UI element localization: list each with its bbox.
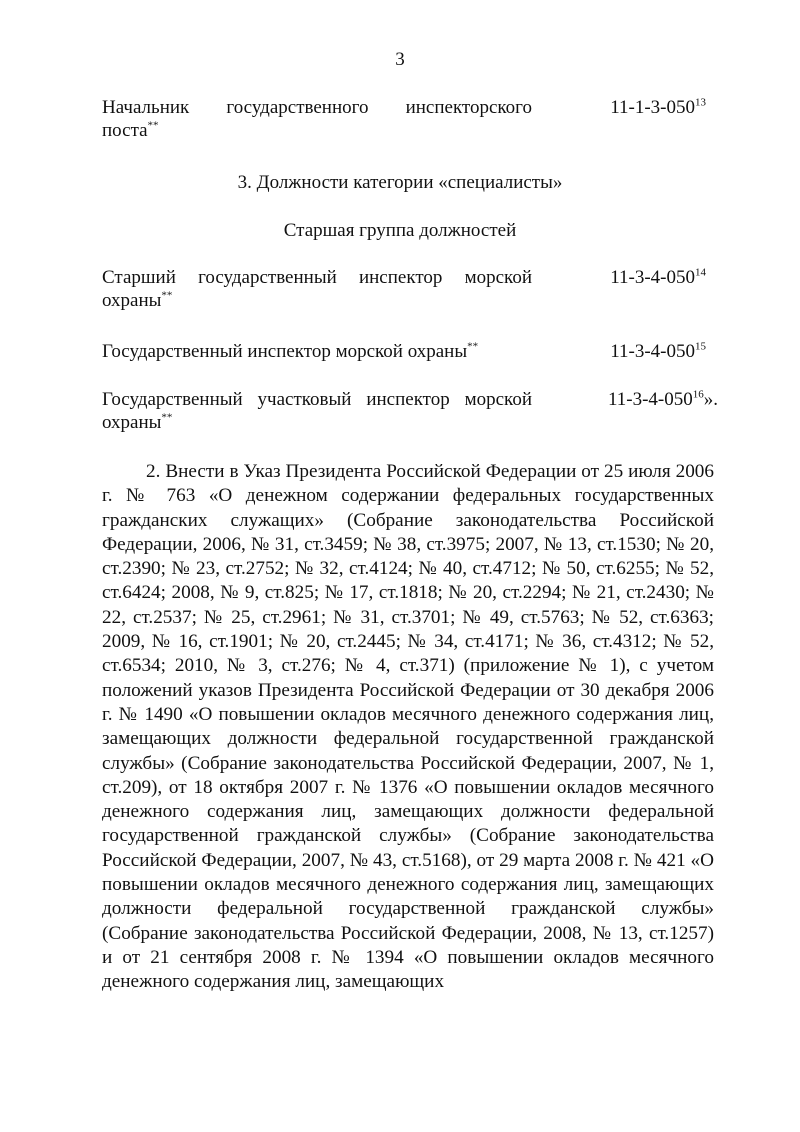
position-code-sup: 15 <box>695 340 706 353</box>
section-heading: 3. Должности категории «специалисты» <box>237 172 563 193</box>
position-title-line1: Старший государственный инспектор морской <box>102 267 532 288</box>
position-title-line2: поста <box>102 120 148 141</box>
position-title-line1: Государственный участковый инспектор морской <box>102 389 532 410</box>
position-title-line1: Начальник государственного инспекторского <box>102 97 532 118</box>
position-title-line2: охраны <box>102 412 162 433</box>
page-number: 3 <box>395 49 405 70</box>
position-title <box>102 96 532 142</box>
position-code-sup: 14 <box>695 266 706 279</box>
position-title <box>102 266 532 312</box>
position-code-number: 11-3-4-050 <box>610 267 695 288</box>
position-code-number: 11-1-3-050 <box>610 97 695 118</box>
position-row <box>102 266 714 312</box>
footnote-mark: ** <box>147 119 159 132</box>
body-paragraph: 2. Внести в Указ Президента Российской Федерации от 25 июля 2006 г. № 763 «О денежном содержании федеральных государственных гражданских служащих» (Собрание законодательства Российской Федерации, 2006, № 31, ст.3459; № 38, ст.3975; 2007, № 13, ст.1530; № 20, ст.2390; № 23, ст.2752; № 32, ст.4124; № 40, ст.4712; № 50, ст.6255; № 52, ст.6424; 2008, № 9, ст.825; № 17, ст.1818; № 20, ст.2294; № 21, ст.2430; № 22, ст.2537; № 25, ст.2961; № 31, ст.3701; № 49, ст.5763; № 52, ст.6363; 2009, № 16, ст.1901; № 20, ст.2445; № 34, ст.4171; № 36, ст.4312; № 52, ст.6534; 2010, № 3, ст.276; № 4, ст.371) (приложение № 1), с учетом положений указов Президента Российской Федерации от 30 декабря 2006 г. № 1490 «О повышении окладов месячного денежного содержания лиц, замещающих должности федеральной государственной гражданской службы» (Собрание законодательства Российской Федерации, 2007, № 1, ст.209), от 18 октября 2007 г. № 1376 «О повышении окладов месячного денежного содержания лиц, замещающих должности федеральной государственной гражданской службы» (Собрание законодательства Российской Федерации, 2007, № 43, ст.5168), от 29 марта 2008 г. № 421 «О повышении окладов месячного денежного содержания лиц, замещающих должности федеральной государственной гражданской службы» (Собрание законодательства Российской Федерации, 2008, № 13, ст.1257) и от 21 сентября 2008 г. № 1394 «О повышении окладов месячного денежного содержания лиц, замещающих <box>102 461 714 993</box>
position-row <box>102 96 714 142</box>
position-title-line1: Государственный инспектор морской охраны <box>102 341 468 362</box>
position-code-number: 11-3-4-050 <box>610 341 695 362</box>
position-code-suffix: ». <box>703 389 718 410</box>
position-code-number: 11-3-4-050 <box>607 389 693 410</box>
footnote-mark: ** <box>467 340 479 353</box>
position-title <box>102 340 562 363</box>
position-code <box>608 388 718 411</box>
position-code-sup: 13 <box>695 96 706 109</box>
position-code-sup: 16 <box>692 388 704 401</box>
position-row <box>102 388 718 434</box>
group-heading: Старшая группа должностей <box>283 220 517 241</box>
position-title <box>102 388 532 434</box>
position-title-line2: охраны <box>102 290 162 311</box>
position-code <box>610 96 706 119</box>
footnote-mark: ** <box>161 411 173 424</box>
footnote-mark: ** <box>161 289 173 302</box>
position-row <box>102 340 714 363</box>
position-code <box>610 266 706 289</box>
position-code <box>610 340 706 363</box>
